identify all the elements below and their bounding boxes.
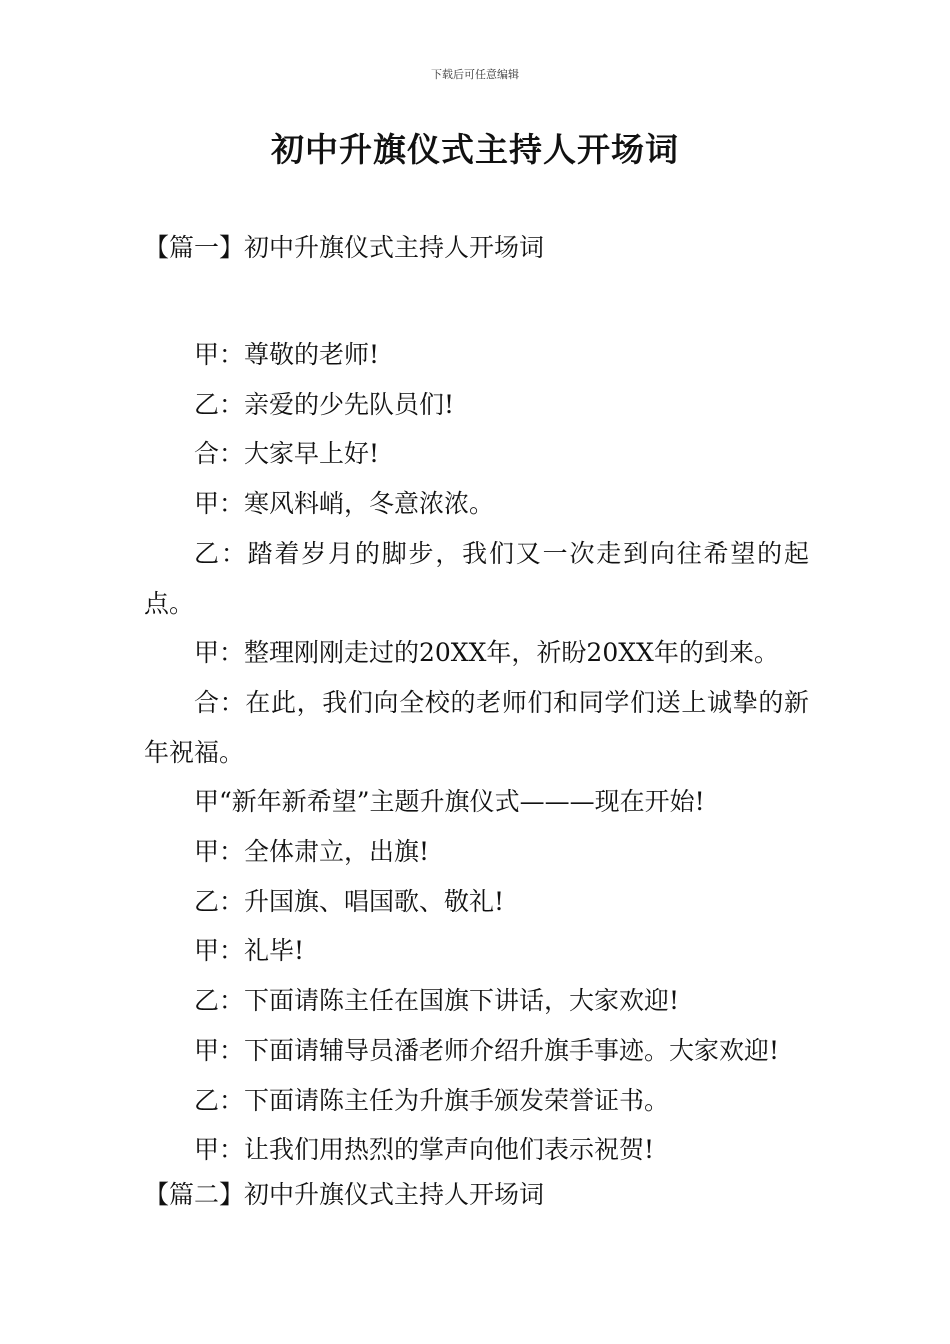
section-heading-1: 【篇一】初中升旗仪式主持人开场词 [144,233,545,262]
paragraph-5: 乙：踏着岁月的脚步，我们又一次走到向往希望的起点。 [144,538,809,618]
section-heading-2: 【篇二】初中升旗仪式主持人开场词 [144,1180,545,1209]
paragraph-13: 甲：下面请辅导员潘老师介绍升旗手事迹。大家欢迎! [194,1035,780,1065]
document-body [144,330,809,1175]
paragraph-7: 合：在此，我们向全校的老师们和同学们送上诚挚的新年祝福。 [144,687,809,767]
paragraph-14: 乙：下面请陈主任为升旗手颁发荣誉证书。 [194,1085,670,1115]
paragraph-1: 甲：尊敬的老师! [194,340,380,369]
paragraph-12: 乙：下面请陈主任在国旗下讲话，大家欢迎! [194,986,680,1016]
paragraph-4: 甲：寒风料峭，冬意浓浓。 [194,489,495,519]
paragraph-10: 乙：升国旗、唱国歌、敬礼! [194,886,505,916]
paragraph-6: 甲：整理刚刚走过的20XX年，祈盼20XX年的到来。 [194,638,779,668]
paragraph-2: 乙：亲爱的少先队员们! [194,389,455,419]
paragraph-8: 甲“新年新希望”主题升旗仪式———现在开始! [194,787,705,817]
paragraph-11: 甲：礼毕! [194,936,305,966]
document-title: 初中升旗仪式主持人开场词 [271,130,679,169]
paragraph-3: 合：大家早上好! [194,439,380,469]
page-header: 下载后可任意编辑 [431,68,519,81]
paragraph-15: 甲：让我们用热烈的掌声向他们表示祝贺! [194,1135,655,1165]
paragraph-9: 甲：全体肃立，出旗! [194,837,430,867]
